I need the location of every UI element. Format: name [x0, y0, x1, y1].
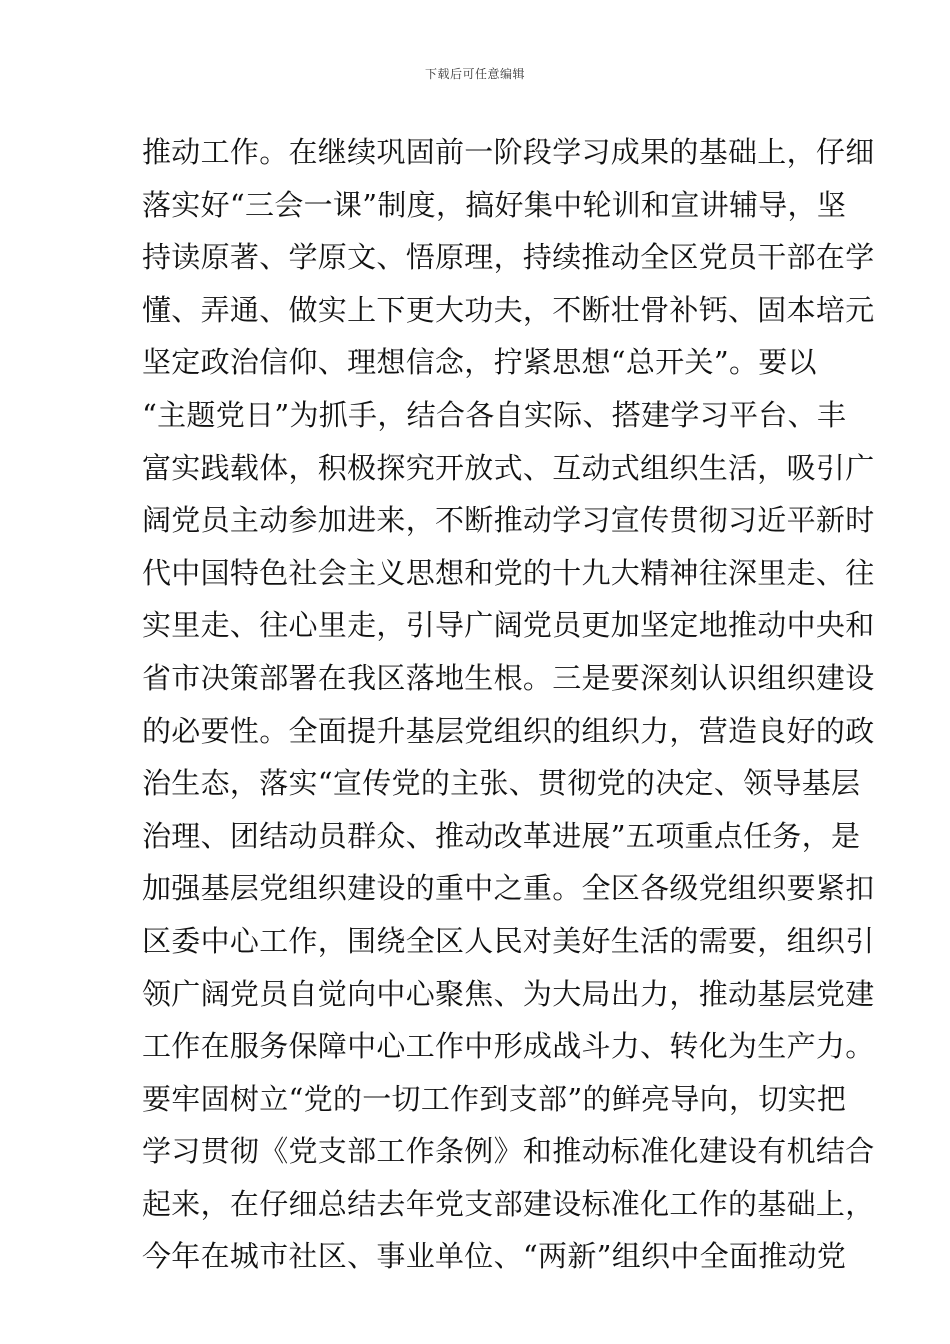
- text-line: 懂、弄通、做实上下更大功夫，不断壮骨补钙、固本培元: [142, 292, 875, 327]
- text-line: 治生态，落实“宣传党的主张、贯彻党的决定、领导基层: [142, 766, 861, 801]
- text-line: 阔党员主动参加进来，不断推动学习宣传贯彻习近平新时: [142, 503, 875, 538]
- text-line: 区委中心工作，围绕全区人民对美好生活的需要，组织引: [142, 923, 875, 958]
- text-line: 代中国特色社会主义思想和党的十九大精神往深里走、往: [142, 555, 875, 590]
- text-line: 领广阔党员自觉向中心聚焦、为大局出力，推动基层党建: [142, 976, 875, 1011]
- text-line: 加强基层党组织建设的重中之重。全区各级党组织要紧扣: [142, 871, 875, 906]
- text-line: 省市决策部署在我区落地生根。三是要深刻认识组织建设: [142, 660, 875, 695]
- text-line: 治理、团结动员群众、推动改革进展”五项重点任务，是: [142, 818, 861, 853]
- text-line: 持读原著、学原文、悟原理，持续推动全区党员干部在学: [142, 240, 875, 275]
- text-line: 起来，在仔细总结去年党支部建设标准化工作的基础上，: [142, 1186, 875, 1221]
- text-line: 坚定政治信仰、理想信念，拧紧思想“总开关”。要以: [142, 345, 817, 380]
- text-line: 落实好“三会一课”制度，搞好集中轮训和宣讲辅导，坚: [142, 187, 847, 222]
- text-line: 工作在服务保障中心工作中形成战斗力、转化为生产力。: [142, 1029, 875, 1064]
- text-line: “主题党日”为抓手，结合各自实际、搭建学习平台、丰: [142, 397, 847, 432]
- body-text: [142, 129, 875, 1286]
- header-note: 下载后可任意编辑: [424, 67, 525, 81]
- text-line: 学习贯彻《党支部工作条例》和推动标准化建设有机结合: [142, 1134, 875, 1169]
- text-line: 推动工作。在继续巩固前一阶段学习成果的基础上，仔细: [142, 135, 875, 169]
- text-line: 富实践载体，积极探究开放式、互动式组织生活，吸引广: [142, 450, 875, 485]
- text-line: 实里走、往心里走，引导广阔党员更加坚定地推动中央和: [142, 608, 875, 643]
- text-line: 的必要性。全面提升基层党组织的组织力，营造良好的政: [142, 713, 875, 748]
- text-line: 要牢固树立“党的一切工作到支部”的鲜亮导向，切实把: [142, 1081, 847, 1116]
- text-line: 今年在城市社区、事业单位、“两新”组织中全面推动党: [142, 1239, 847, 1274]
